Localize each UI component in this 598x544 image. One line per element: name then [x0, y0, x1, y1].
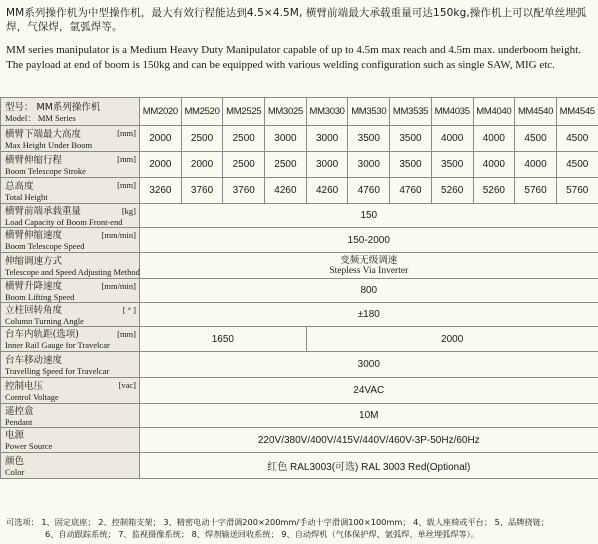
- model-name: MM3530: [348, 98, 390, 126]
- row-label-cn: 电源: [5, 430, 25, 441]
- value-cell: 2000: [140, 126, 182, 152]
- row-label-en: Max Height Under Boom: [5, 139, 93, 150]
- table-row: [1, 378, 598, 404]
- value-cell: 3760: [223, 178, 265, 204]
- intro-text: [6, 6, 594, 73]
- value-cell: 10M: [140, 404, 598, 428]
- model-name: MM4035: [431, 98, 473, 126]
- model-name: MM2020: [140, 98, 182, 126]
- value-cell: 4260: [265, 178, 307, 204]
- value-cell: 3760: [181, 178, 223, 204]
- row-unit: [vac]: [118, 380, 136, 390]
- row-label-en: Inner Rail Gauge for Travelcar: [5, 340, 110, 350]
- row-unit: [mm]: [117, 154, 136, 164]
- row-label: [1, 204, 140, 228]
- model-name: MM2520: [181, 98, 223, 126]
- value-cell: 3000: [140, 352, 598, 378]
- value-cell: 2500: [265, 152, 307, 178]
- value-cell: 2500: [223, 126, 265, 152]
- table-row: [1, 228, 598, 253]
- value-cell: 3000: [306, 126, 348, 152]
- value-cell: 4000: [473, 126, 515, 152]
- table-row: [1, 453, 598, 479]
- row-label-en: Telescope and Speed Adjusting Method: [5, 266, 140, 277]
- value-cell: 4000: [473, 152, 515, 178]
- value-cell: 3000: [265, 126, 307, 152]
- model-name: MM4040: [473, 98, 515, 126]
- table-row: [1, 253, 598, 279]
- row-label: [1, 178, 140, 204]
- row-label: [1, 327, 140, 352]
- value-en: Stepless Via Inverter: [329, 265, 409, 276]
- intro-chinese: MM系列操作机为中型操作机，最大有效行程能达到4.5×4.5M, 横臂前端最大承载重量可达150kg,操作机上可以配单丝埋弧焊，气保焊，氩弧焊等。: [6, 7, 587, 33]
- row-label: [1, 253, 140, 279]
- row-label-en: Boom Telescope Speed: [5, 241, 85, 251]
- value-cell: 3500: [431, 152, 473, 178]
- row-label-en: Color: [5, 466, 25, 477]
- value-cell: 5760: [515, 178, 557, 204]
- model-name: MM3030: [306, 98, 348, 126]
- value-cell: 2000: [306, 327, 598, 352]
- table-row: [1, 152, 598, 178]
- table-row: [1, 279, 598, 303]
- value-cell: 2500: [223, 152, 265, 178]
- row-label: [1, 378, 140, 404]
- table-row: [1, 327, 598, 352]
- row-label-en: Boom Lifting Speed: [5, 291, 75, 302]
- row-unit: [mm]: [117, 329, 136, 339]
- row-label: [1, 352, 140, 378]
- value-cell: 4500: [515, 126, 557, 152]
- table-row: [1, 428, 598, 453]
- row-label-en: Pendant: [5, 416, 33, 427]
- value-cell: 4500: [556, 126, 598, 152]
- options-line-1: 可选项： 1、固定底座； 2、控制箱支架； 3、精密电动十字滑调200×200mm/手动十字滑调100×100mm； 4、载人座椅或平台； 5、品牌挠链；: [6, 517, 549, 527]
- row-label: [1, 228, 140, 253]
- row-label-cn: 总高度: [5, 180, 34, 192]
- row-label-cn: 立柱回转角度: [5, 304, 63, 316]
- table-row: [1, 352, 598, 378]
- row-label-cn: 台车内轨距(选项): [5, 329, 79, 340]
- table-row: [1, 204, 598, 228]
- row-label-cn: 横臂下端最大高度: [5, 128, 82, 140]
- table-row: [1, 126, 598, 152]
- value-cell: 4260: [306, 178, 348, 204]
- intro-english: MM series manipulator is a Medium Heavy Duty Manipulator capable of up to 4.5m max reach and 4.5m max. underboom height. The payload at end of boom is 150kg and can be equipped with various welding configuration such as single SAW, MIG etc.: [6, 44, 581, 71]
- value-cell: [140, 253, 598, 279]
- model-name: MM3535: [390, 98, 432, 126]
- row-label-en: Total Height: [5, 191, 48, 202]
- row-label-cn: 台车移动速度: [5, 354, 63, 366]
- model-name: MM2525: [223, 98, 265, 126]
- value-cell: 3500: [390, 152, 432, 178]
- value-cell: 5760: [556, 178, 598, 204]
- value-cell: 150-2000: [140, 228, 598, 253]
- value-cell: 4760: [390, 178, 432, 204]
- value-cell: 4760: [348, 178, 390, 204]
- row-unit: [mm/min]: [101, 230, 136, 240]
- model-label-cell: [1, 98, 140, 126]
- value-cell: 220V/380V/400V/415V/440V/460V-3P-50Hz/60Hz: [140, 428, 598, 453]
- row-label-cn: 伸缩调速方式: [5, 255, 63, 267]
- model-label-en: Model： MM Series: [5, 112, 76, 123]
- value-cell: 红色 RAL3003(可选) RAL 3003 Red(Optional): [140, 453, 598, 479]
- table-row: [1, 178, 598, 204]
- value-cell: 2000: [181, 152, 223, 178]
- row-label-en: Power Source: [5, 441, 53, 451]
- value-cell: 3260: [140, 178, 182, 204]
- value-cell: 24VAC: [140, 378, 598, 404]
- row-label-en: Control Voltage: [5, 391, 59, 402]
- value-cell: 4500: [556, 152, 598, 178]
- value-cell: 2500: [181, 126, 223, 152]
- value-cell: ±180: [140, 303, 598, 327]
- table-row: [1, 303, 598, 327]
- value-cell: 4000: [431, 126, 473, 152]
- value-cell: 3500: [348, 126, 390, 152]
- row-unit: [mm/min]: [101, 281, 136, 291]
- model-header-row: [1, 98, 598, 126]
- row-label-en: Load Capacity of Boom Front-end: [5, 216, 123, 227]
- value-cell: 2000: [140, 152, 182, 178]
- row-label: [1, 279, 140, 303]
- model-label-cn: 型号： MM系列操作机: [5, 101, 101, 113]
- row-label: [1, 126, 140, 152]
- row-label-cn: 横臂伸缩速度: [5, 230, 63, 241]
- row-label-cn: 横臂升降速度: [5, 280, 63, 292]
- row-unit: [mm]: [117, 180, 136, 190]
- options-line-2: 6、自动跟踪系统； 7、监视摄像系统； 8、焊剂输送回收系统； 9、自动焊机（气体保护焊、氩弧焊、单丝埋弧焊等）。: [45, 529, 479, 539]
- model-name: MM4540: [515, 98, 557, 126]
- row-unit: [mm]: [117, 128, 136, 138]
- table-row: [1, 404, 598, 428]
- model-name: MM4545: [556, 98, 598, 126]
- value-cell: 800: [140, 279, 598, 303]
- row-label: [1, 303, 140, 327]
- row-label-en: Column Turning Angle: [5, 315, 84, 326]
- row-label-cn: 横臂伸缩行程: [5, 154, 63, 166]
- value-cell: 150: [140, 204, 598, 228]
- row-label-cn: 遥控盒: [5, 405, 34, 417]
- row-unit: [kg]: [121, 206, 136, 216]
- value-cn: 变频无级调速: [340, 254, 398, 266]
- value-cell: 5260: [431, 178, 473, 204]
- model-name: MM3025: [265, 98, 307, 126]
- row-label-en: Travelling Speed for Travelcar: [5, 365, 110, 376]
- row-label: [1, 152, 140, 178]
- row-unit: [ ° ]: [122, 305, 136, 315]
- value-cell: 4000: [515, 152, 557, 178]
- row-label-cn: 控制电压: [5, 380, 44, 392]
- row-label: [1, 428, 140, 453]
- value-cell: 3500: [390, 126, 432, 152]
- value-cell: 5260: [473, 178, 515, 204]
- value-cell: 1650: [140, 327, 307, 352]
- spec-table: [0, 97, 598, 479]
- row-label-cn: 颜色: [5, 455, 25, 467]
- value-cell: 3000: [348, 152, 390, 178]
- row-label-cn: 横臂前端承载重量: [5, 205, 82, 217]
- row-label: [1, 404, 140, 428]
- row-label-en: Boom Telescope Stroke: [5, 165, 86, 176]
- value-cell: 3000: [306, 152, 348, 178]
- row-label: [1, 453, 140, 479]
- options-footnote: [6, 516, 596, 540]
